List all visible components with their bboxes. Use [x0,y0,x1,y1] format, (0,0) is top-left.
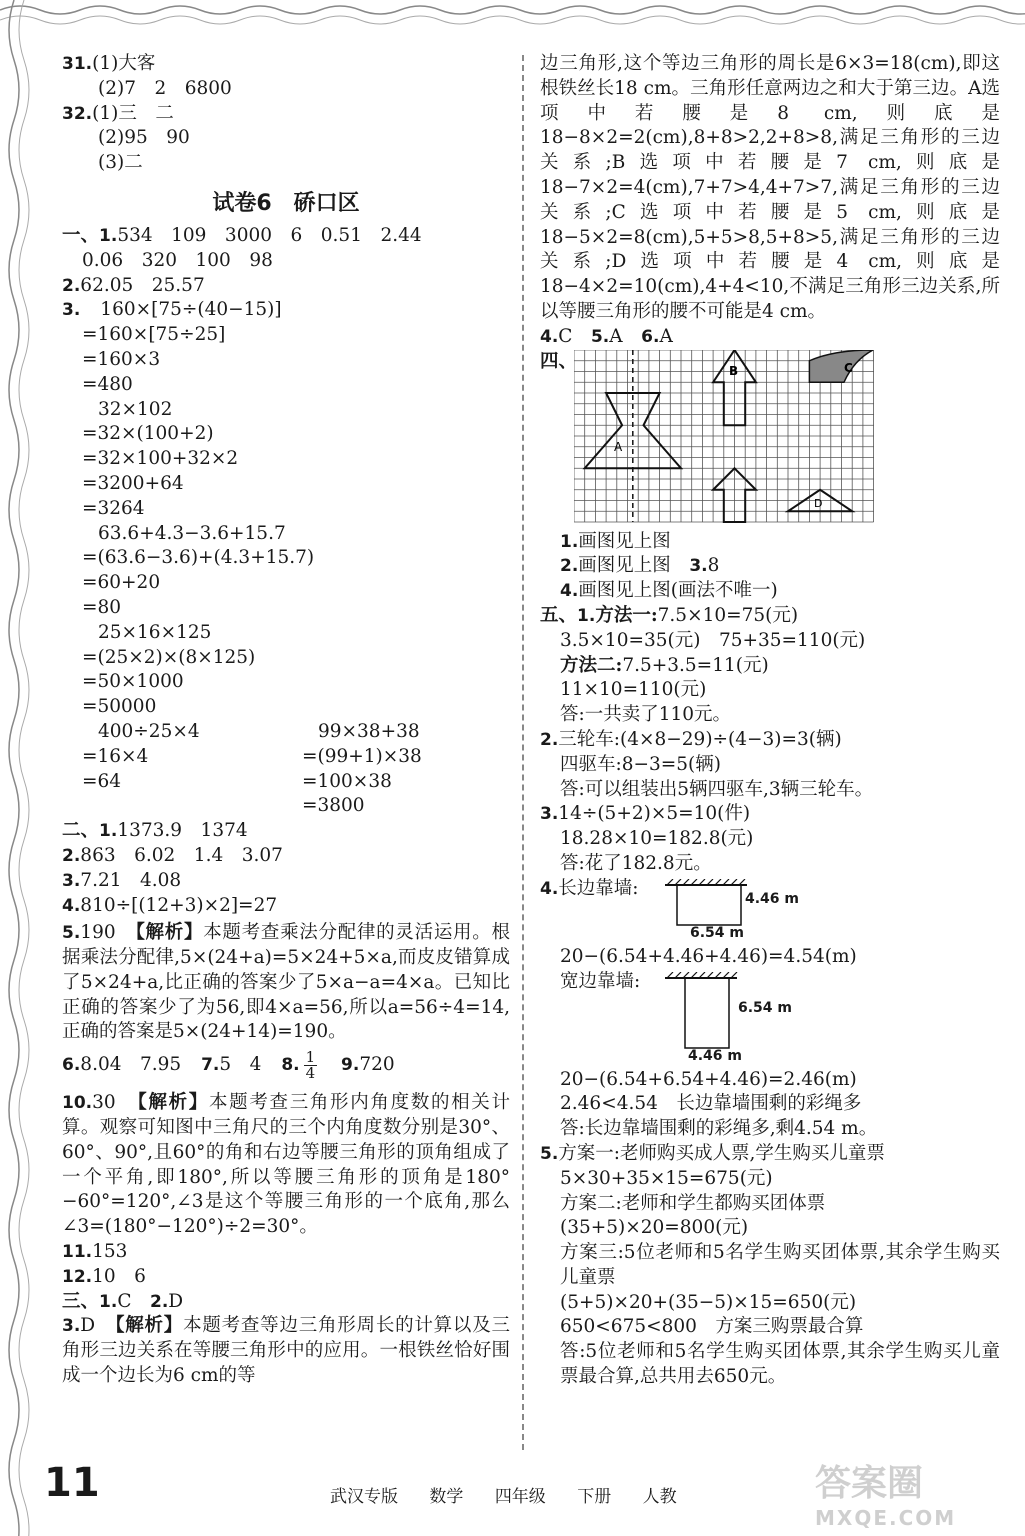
calc-line: =32×100+32×2 [82,448,239,470]
calc-pair-block [62,720,510,819]
s5-q4-line1: 20−(6.54+4.46+4.46)=4.54(m) [560,945,857,967]
footer-info [330,1482,703,1507]
q31-line1: 31.(1)大客 [62,53,156,74]
s5-q4-wide-side: 宽边靠墙: 6.54 m 4.46 m [560,970,793,1064]
s5-q5-p1c: 5×30+35×15=675(元) [560,1167,773,1189]
s2-q10: 10.30 【解析】本题考查三角形内角度数的相关计算。观察可知图中三角尺的三个内角度数分别是30°、60°、90°,且60°的角和右边等腰三角形的顶角组成了一个平角,即180°,所以等腰三角形的顶角是180°−60°=120°,∠3是这个等腰三角形的一个底角,那么∠3=(180°−120°)÷2=30°。 [62,1092,510,1238]
fraction-one-quarter: $\frac{1}{4}$ [305,1047,316,1082]
s5-q1-line3: 方法二:7.5+3.5=11(元) [560,654,769,676]
s4-grid-block: 四、 A B C D [540,350,1000,530]
s5-q5-p2c: (35+5)×20=800(元) [560,1217,749,1239]
s1-q1-line1: 一、1.534 109 3000 6 0.51 2.44 [62,224,422,246]
s5-q1-answer: 答:一共卖了110元。 [560,704,732,726]
s5-q5-p3: 方案三:5位老师和5名学生购买团体票,其余学生购买儿童票 [560,1242,1000,1288]
figure-label-a: A [614,439,623,454]
calc-line: =160×3 [82,348,161,370]
s2-q12: 12.10 6 [62,1265,146,1287]
figure-label-d: D [814,496,823,510]
figure-label-b: B [729,363,739,378]
calc-line: =60+20 [82,572,161,594]
footer-publisher: 人教 [642,1487,677,1507]
right-column [540,52,1000,1390]
footer-edition: 武汉专版 [330,1487,398,1507]
s2-q6-9: 6.8.04 7.95 7.5 4 8. $\frac{1}{4}$ 9.720 [62,1047,395,1082]
s5-q5-p1: 5.方案一:老师购买成人票,学生购买儿童票 [540,1142,885,1164]
s2-q4: 4.810÷[(12+3)×2]=27 [62,894,278,916]
calc-line: =(99+1)×38 [302,745,422,767]
calc-line: =16×4 [82,745,149,767]
s5-q3-line1: 3.14÷(5+2)×5=10(件) [540,803,751,825]
s5-q3-line2: 18.28×10=182.8(元) [560,828,754,850]
top-wave-border [0,0,1025,30]
s4-q1: 1.画图见上图 [560,530,671,552]
s5-q1-line1: 五、1.方法一:7.5×10=75(元) [540,604,799,626]
calc-line: =80 [82,596,122,618]
calc-line: 63.6+4.3−3.6+15.7 [98,522,286,544]
calc-line: 400÷25×4 [98,720,200,742]
calc-line: =3200+64 [82,472,184,494]
s5-q5-p2: 方案二:老师和学生都购买团体票 [560,1192,826,1214]
calc-line: =(63.6−3.6)+(4.3+15.7) [82,547,315,569]
q32-line1: 32.(1)三 二 [62,102,174,124]
calc-line: =3800 [302,795,365,817]
figure-label-c: C [844,360,853,375]
s5-q3-answer: 答:花了182.8元。 [560,852,712,874]
s5-q5-answer: 答:5位老师和5名学生购买团体票,其余学生购买儿童票最合算,总共用去650元。 [560,1341,1000,1388]
s3-q1-2: 三、1.C 2.D [62,1290,184,1312]
q31-line2: (2)7 2 6800 [98,77,232,99]
footer-term: 下册 [577,1487,612,1507]
s2-q5: 5.190 【解析】本题考查乘法分配律的灵活运用。根据乘法分配律,5×(24+a)=5×24+5×a,而皮皮错算成了5×24+a,比正确的答案少了5×a−a=4×a。已知比正确的答案少了为56,即4×a=56,所以a=56÷4=14,正确的答案是5×(24+14)=190。 [62,922,510,1043]
calc-line: 25×16×125 [98,621,212,643]
calc-line: =64 [82,770,122,792]
calc-line: =100×38 [302,770,392,792]
s3-q3: 3.D 【解析】本题考查等边三角形周长的计算以及三角形三边关系在等腰三角形中的应用。一根铁丝恰好围成一个边长为6 cm的等 [62,1315,510,1387]
watermark-logo: 答案圈 MXQE.COM [815,1463,957,1530]
calc-line: =480 [82,373,133,395]
s1-q1-line2: 0.06 320 100 98 [82,249,273,271]
left-column [62,52,510,1389]
s1-q2: 2.62.05 25.57 [62,274,205,296]
s4-q4: 4.画图见上图(画法不唯一) [560,580,778,602]
calc-pair-b [302,720,422,819]
calc-line: =50000 [82,696,157,718]
s1-q3-line0: 3. 160×[75÷(40−15)] [62,299,282,321]
footer-subject: 数学 [429,1487,464,1507]
s2-q11: 11.153 [62,1241,128,1263]
column-divider [522,55,524,1450]
left-wave-border [0,0,30,1536]
s5-q1-line2: 3.5×10=35(元) 75+35=110(元) [560,629,866,651]
calc-line: 32×102 [98,398,173,420]
s5-q2-line1: 2.三轮车:(4×8−29)÷(4−3)=3(辆) [540,728,842,750]
q32-line3: (3)二 [98,152,143,174]
q32-line2: (2)95 90 [98,127,190,149]
calc-line: 99×38+38 [318,720,420,742]
s2-q1: 二、1.1373.9 1374 [62,820,248,842]
calc-line: =160×[75÷25] [82,324,226,346]
calc-line: =50×1000 [82,671,184,693]
footer-grade: 四年级 [494,1487,546,1507]
page-number: 11 [44,1460,100,1506]
s5-q5-p3c: (5+5)×20+(35−5)×15=650(元) [560,1291,857,1313]
s5-q1-line4: 11×10=110(元) [560,679,707,701]
s5-q4-answer: 答:长边靠墙围剩的彩绳多,剩4.54 m。 [560,1118,878,1140]
s5-q4-long-side: 4.长边靠墙: 4.46 m 6.54 m [540,877,800,941]
s5-q2-answer: 答:可以组装出5辆四驱车,3辆三轮车。 [560,778,874,800]
s5-q2-line2: 四驱车:8−3=5(辆) [560,753,721,775]
s5-q4-line2: 20−(6.54+6.54+4.46)=2.46(m) [560,1068,857,1090]
s2-q3: 3.7.21 4.08 [62,869,182,891]
wide-side-wall-diagram [665,972,745,1052]
s5-q4-line3: 2.46<4.54 长边靠墙围剩的彩绳多 [560,1093,862,1115]
long-side-wall-diagram [665,879,755,929]
calc-line: =(25×2)×(8×125) [82,646,256,668]
drawing-grid [574,350,874,525]
calc-pair-a [62,720,302,819]
s3-q4-6: 4.C 5.A 6.A [540,325,673,347]
s3-q3-continued: 边三角形,这个等边三角形的周长是6×3=18(cm),即这根铁丝长18 cm。三角形任意两边之和大于第三边。A选项中若腰是8 cm,则底是18−8×2=2(cm),8+8>2,2+8>8,满足三角形的三边关系;B选项中若腰是7 cm,则底是18−7×2=4(cm),7+7>4,4+7>7,满足三角形的三边关系;C选项中若腰是5 cm,则底是18−5×2=8(cm),5+5>8,5+8>5,满足三角形的三边关系;D选项中若腰是4 cm,则底是18−4×2=10(cm),4+4<10,不满足三角形三边关系,所以等腰三角形的腰不可能是4 cm。 [540,53,1000,322]
s2-q2: 2.863 6.02 1.4 3.07 [62,844,283,866]
exam-title: 试卷6 硚口区 [212,190,360,216]
s4-q2-3: 2.画图见上图 3.8 [560,555,720,577]
calc-line: =3264 [82,497,145,519]
calc-line: =32×(100+2) [82,423,214,445]
s5-q5-compare: 650<675<800 方案三购票最合算 [560,1316,864,1338]
